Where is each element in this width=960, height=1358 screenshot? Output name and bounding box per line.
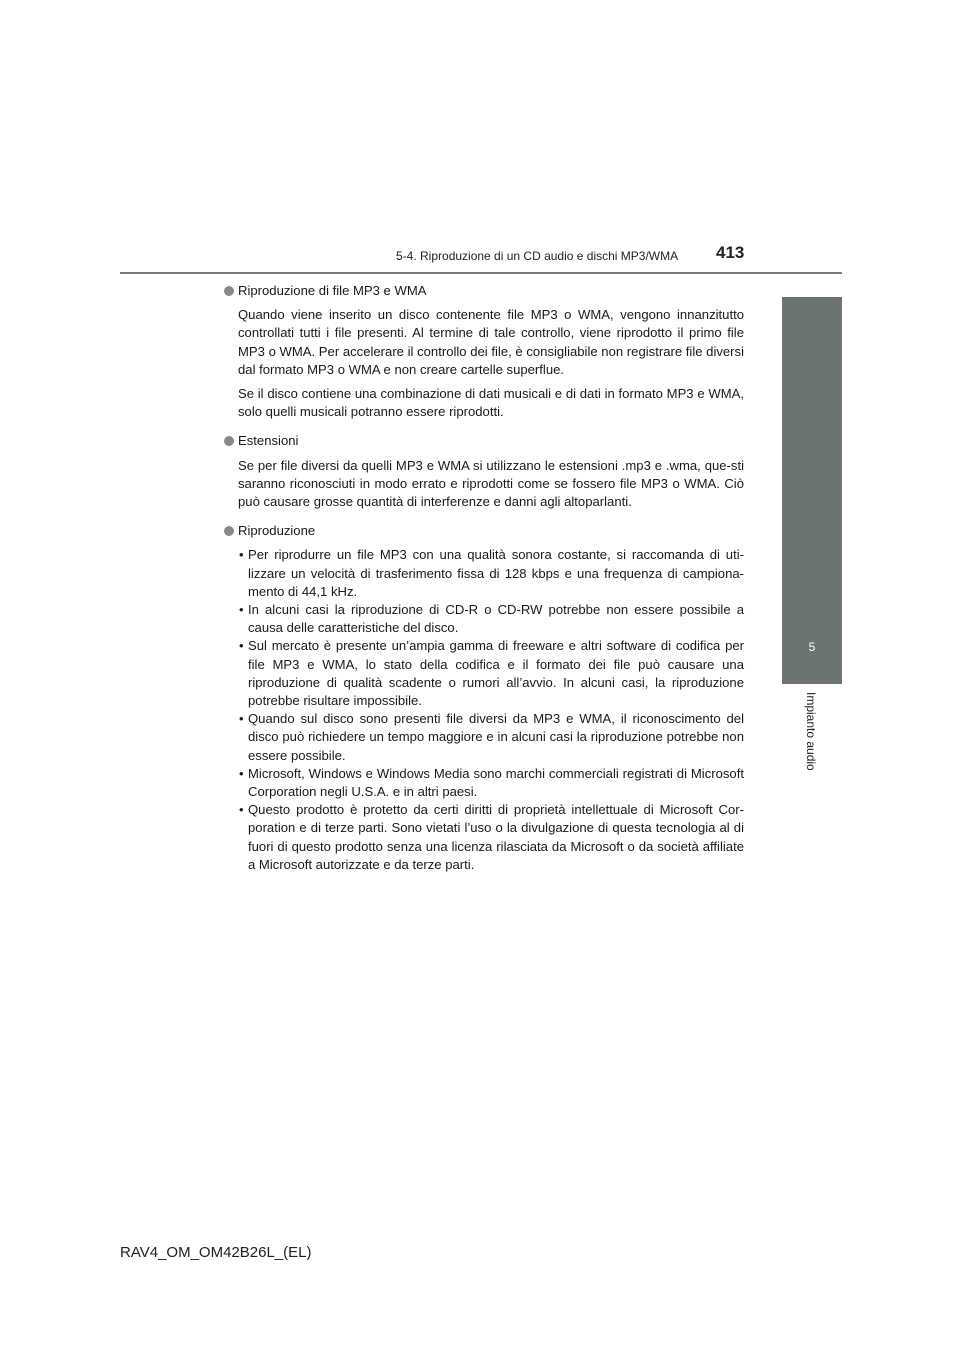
chapter-label: Impianto audio — [804, 692, 818, 771]
section-estensioni — [224, 432, 744, 511]
section-heading — [224, 432, 744, 450]
chapter-tab — [782, 297, 842, 684]
list-bullet: • — [239, 711, 244, 727]
paragraph: Quando viene inserito un disco contenente file MP3 o WMA, vengono innanzitutto controllati tutti i file presenti. Al termine di tale controllo, viene riprodotto il primo file MP3 o WMA. Per accelerare il controllo dei file, è consigliabile non registrare file diversi dal formato MP3 o WMA e non creare cartelle superflue. — [238, 307, 744, 377]
list-bullet: • — [239, 638, 244, 654]
section-mp3-wma — [224, 282, 744, 421]
section-heading-text: Estensioni — [238, 433, 299, 449]
list-item — [224, 710, 744, 765]
header-divider — [120, 272, 842, 274]
section-heading-text: Riproduzione — [238, 523, 316, 539]
section-heading — [224, 282, 744, 300]
bullet-circle-icon — [224, 286, 234, 296]
bullet-circle-icon — [224, 526, 234, 536]
paragraph: Se il disco contiene una combinazione di dati musicali e di dati in formato MP3 e WMA, solo quelli musicali potranno essere riprodotti. — [238, 386, 744, 420]
section-heading — [224, 522, 744, 540]
section-title: 5-4. Riproduzione di un CD audio e dischi MP3/WMA — [396, 249, 679, 263]
list-bullet: • — [239, 765, 244, 781]
section-heading-text: Riproduzione di file MP3 e WMA — [238, 283, 427, 298]
list-item-text: In alcuni casi la riproduzione di CD-R o CD-RW potrebbe non essere possibile a causa delle caratteristiche del disco. — [248, 602, 744, 636]
list-item-text: Questo prodotto è protetto da certi diritti di proprietà intellettuale di Microsoft Cor-poration e di terze parti. Sono vietati l’uso o la divulgazione di questa tecnologia al di fuori di questo prodotto senza una licenza rilasciata da Microsoft o da società affiliate a Microsoft autorizzate e da terze parti. — [248, 802, 744, 872]
chapter-number: 5 — [808, 640, 816, 654]
list-item — [224, 765, 744, 801]
page-number: 413 — [716, 243, 745, 262]
section-riproduzione — [224, 522, 744, 874]
list-item-text: Sul mercato è presente un’ampia gamma di freeware e altri software di codifica per file MP3 e WMA, lo stato della codifica e il formato dei file può causare una riproduzione di qualità scadente o rumori all’avvio. In alcuni casi, la riproduzione potrebbe risultare impossibile. — [248, 638, 744, 709]
page-content — [224, 282, 744, 885]
list-item — [224, 546, 744, 601]
list-item — [224, 637, 744, 710]
bullet-circle-icon — [224, 436, 234, 446]
bullet-list — [224, 546, 744, 874]
document-code: RAV4_OM_OM42B26L_(EL) — [120, 1244, 312, 1261]
list-item-text: Microsoft, Windows e Windows Media sono marchi commerciali registrati di Microsoft Corporation negli U.S.A. e in altri paesi. — [248, 765, 744, 800]
list-bullet: • — [239, 802, 244, 818]
paragraph: Se per file diversi da quelli MP3 e WMA si utilizzano le estensioni .mp3 e .wma, que-sti saranno riconosciuti in modo errato e riprodotti come se fossero file MP3 o WMA. Ciò può causare grosse quantità di interferenze e danni agli altoparlanti. — [238, 457, 744, 510]
list-item-text: Per riprodurre un file MP3 con una qualità sonora costante, si raccomanda di uti-lizzare un velocità di trasferimento fissa di 128 kbps e una frequenza di campiona-mento di 44,1 kHz. — [248, 547, 744, 599]
list-bullet: • — [239, 602, 244, 618]
list-item-text: Quando sul disco sono presenti file diversi da MP3 e WMA, il riconoscimento del disco può richiedere un tempo maggiore e in alcuni casi la riproduzione potrebbe non essere possibile. — [248, 711, 744, 763]
list-item — [224, 601, 744, 637]
list-bullet: • — [239, 547, 244, 563]
list-item — [224, 801, 744, 874]
